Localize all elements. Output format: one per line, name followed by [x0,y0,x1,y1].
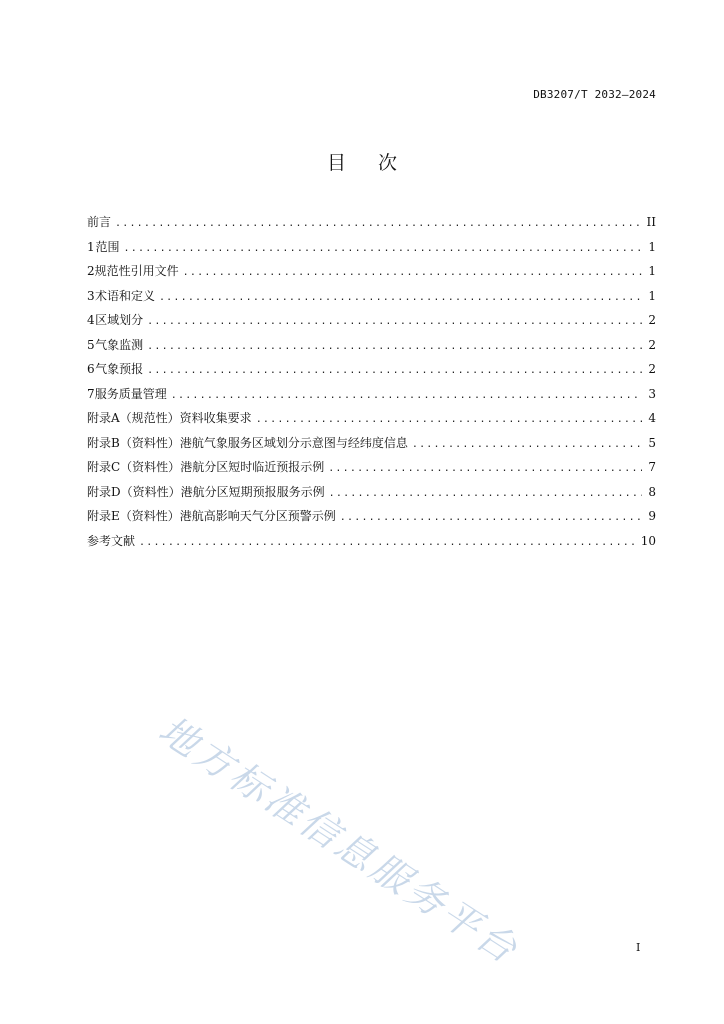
toc-entry-number: 4 [87,313,95,327]
toc-entry-7[interactable] [87,382,656,407]
toc-entry-number: 5 [87,337,95,352]
document-id: DB3207/T 2032—2024 [533,88,656,101]
toc-leader-dots [139,531,637,556]
toc-link-bibliography[interactable] [87,529,656,556]
toc-entry-appendix-b[interactable] [87,431,656,456]
toc-leader-dots [147,335,642,360]
title-char-2: 次 [378,152,398,174]
toc-leader-dots [115,212,642,237]
toc-leader-dots [159,286,642,311]
toc-page-number: 2 [648,337,656,352]
toc-page-number: 2 [648,362,656,376]
toc-leader-dots [340,506,642,531]
toc-entry-2[interactable] [87,259,656,284]
toc-link-7[interactable] [87,382,656,409]
table-of-contents [87,210,656,553]
toc-entry-label: 气象监测 [95,337,144,352]
toc-page-number: 1 [648,288,656,303]
toc-link-appendix-d[interactable] [87,480,656,507]
watermark-text: 地方标准信息服务平台 [151,707,528,974]
toc-entry-appendix-c[interactable] [87,455,656,480]
toc-page-number: 4 [648,411,656,425]
toc-entry-foreword[interactable] [87,210,656,235]
page-title [0,148,724,175]
toc-link-appendix-a[interactable] [87,406,656,433]
toc-leader-dots [329,482,642,507]
toc-page-number: 3 [648,386,656,401]
toc-link-appendix-b[interactable] [87,431,656,458]
toc-link-4[interactable] [87,308,656,335]
toc-entry-label: 港航分区短期预报服务示例 [180,484,325,499]
toc-entry-label: 范围 [95,239,120,254]
toc-leader-dots [171,384,642,409]
toc-entry-number: 2 [87,264,95,278]
toc-link-5[interactable] [87,333,656,360]
toc-link-3[interactable] [87,284,656,311]
toc-page-number: 1 [648,239,656,254]
toc-entry-label: 术语和定义 [94,288,155,303]
toc-link-6[interactable] [87,357,656,384]
toc-entry-5[interactable] [87,333,656,358]
toc-page-number: 2 [648,313,656,327]
toc-page-number: 5 [648,435,656,450]
toc-entry-appendix-a[interactable] [87,406,656,431]
toc-page-number: 1 [648,264,656,278]
toc-page-number: 8 [648,484,656,499]
toc-entry-1[interactable] [87,235,656,260]
toc-appendix-prefix: 附录E（资料性） [87,509,180,523]
toc-leader-dots [183,261,642,286]
toc-entry-label: 港航分区短时临近预报示例 [180,460,325,474]
toc-entry-label: 服务质量管理 [94,386,167,401]
toc-entry-number: 3 [87,288,95,303]
toc-entry-6[interactable] [87,357,656,382]
toc-leader-dots [147,359,642,384]
toc-entry-label: 参考文献 [87,533,136,548]
toc-leader-dots [328,457,642,482]
toc-page-number: 9 [648,509,656,523]
toc-entry-4[interactable] [87,308,656,333]
toc-entry-3[interactable] [87,284,656,309]
toc-page-number: 10 [640,533,656,548]
toc-leader-dots [412,433,642,458]
toc-link-appendix-c[interactable] [87,455,656,482]
toc-entry-bibliography[interactable] [87,529,656,554]
toc-entry-label: 区域划分 [95,313,144,327]
toc-link-1[interactable] [87,235,656,262]
toc-entry-appendix-e[interactable] [87,504,656,529]
toc-page-number: II [646,215,656,229]
title-char-1: 目 [326,152,346,174]
toc-entry-number: 7 [87,386,95,401]
toc-appendix-prefix: 附录A（规范性） [87,411,180,425]
toc-appendix-prefix: 附录B（资料性） [87,435,180,450]
footer-page-number: I [636,941,641,954]
toc-entry-label: 气象预报 [95,362,144,376]
toc-link-foreword[interactable] [87,210,656,237]
toc-entry-label: 规范性引用文件 [94,264,179,278]
toc-page-number: 7 [648,460,656,474]
toc-entry-number: 1 [87,239,95,254]
toc-entry-label: 前言 [87,215,112,229]
toc-entry-label: 资料收集要求 [179,411,252,425]
toc-link-2[interactable] [87,259,656,286]
toc-entry-appendix-d[interactable] [87,480,656,505]
toc-appendix-prefix: 附录C（资料性） [87,460,181,474]
toc-leader-dots [124,237,642,262]
toc-appendix-prefix: 附录D（资料性） [87,484,181,499]
toc-link-appendix-e[interactable] [87,504,656,531]
toc-leader-dots [256,408,642,433]
toc-entry-label: 港航气象服务区域划分示意图与经纬度信息 [179,435,408,450]
toc-entry-label: 港航高影响天气分区预警示例 [179,509,336,523]
toc-entry-number: 6 [87,362,95,376]
toc-leader-dots [147,310,642,335]
